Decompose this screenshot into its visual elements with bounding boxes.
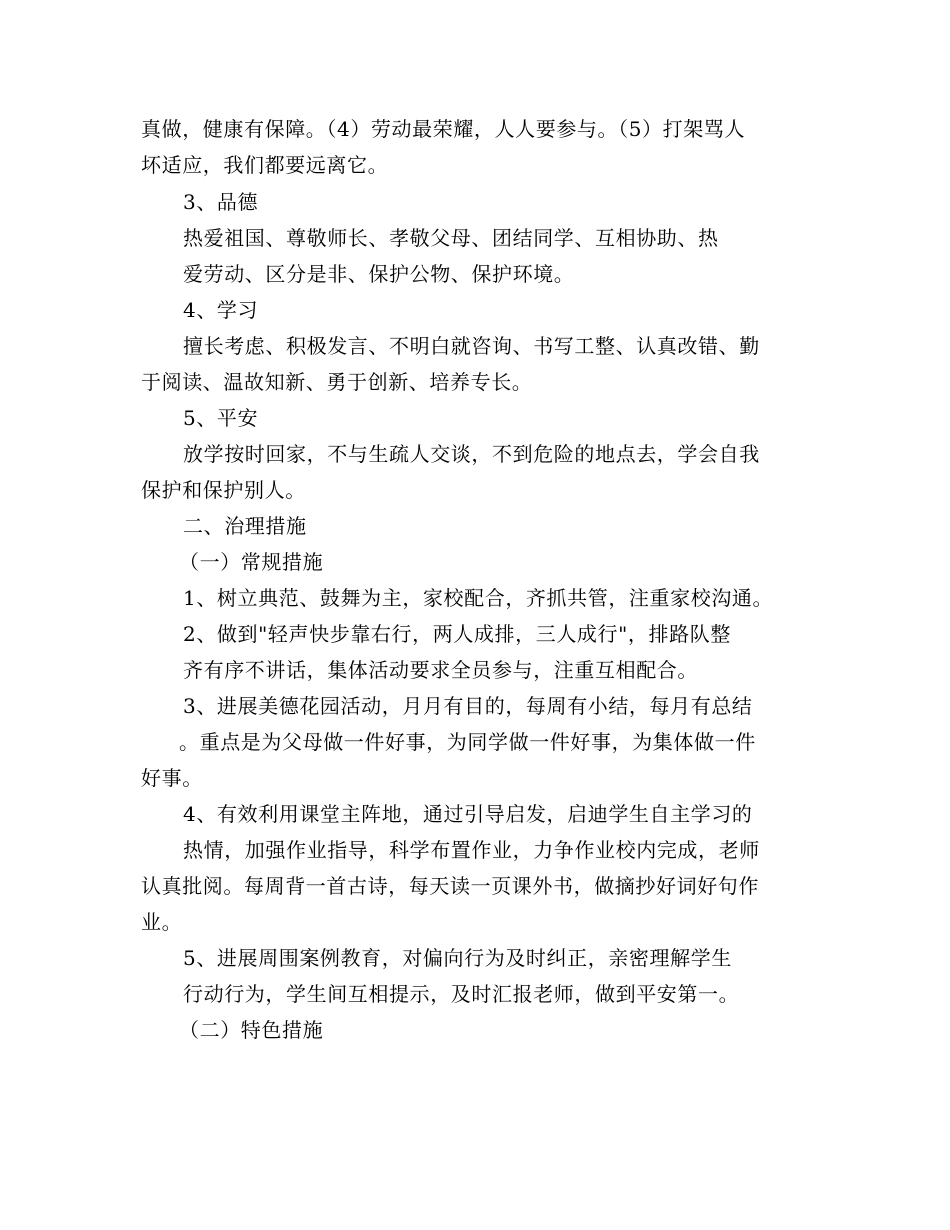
text-line: 4、有效利用课堂主阵地，通过引导启发，启迪学生自主学习的 xyxy=(183,802,753,826)
text-line: 真做，健康有保障。（4）劳动最荣耀，人人要参与。（5）打架骂人 xyxy=(141,117,746,141)
subsection-heading: （二）特色措施 xyxy=(179,1018,324,1042)
text-line: 5、进展周围案例教育，对偏向行为及时纠正，亲密理解学生 xyxy=(183,946,732,970)
text-line: 业。 xyxy=(141,910,183,934)
text-line: 3、进展美德花园活动，月月有目的，每周有小结，每月有总结 xyxy=(183,694,753,718)
section-heading: 3、品德 xyxy=(183,190,259,214)
text-line: 。重点是为父母做一件好事，为同学做一件好事，为集体做一件 xyxy=(179,730,756,754)
text-line: 于阅读、温故知新、勇于创新、培养专长。 xyxy=(141,370,533,394)
text-line: 热爱祖国、尊敬师长、孝敬父母、团结同学、互相协助、热 xyxy=(183,226,719,250)
section-heading: 5、平安 xyxy=(183,406,259,430)
text-line: 2、做到"轻声快步靠右行，两人成排，三人成行"，排路队整 xyxy=(183,622,731,646)
text-line: 放学按时回家，不与生疏人交谈，不到危险的地点去，学会自我 xyxy=(183,442,760,466)
text-line: 认真批阅。每周背一首古诗，每天读一页课外书，做摘抄好词好句作 xyxy=(141,874,759,898)
text-line: 1、树立典范、鼓舞为主，家校配合，齐抓共管，注重家校沟通。 xyxy=(183,586,774,610)
text-line: 热情，加强作业指导，科学布置作业，力争作业校内完成，老师 xyxy=(183,838,760,862)
subsection-heading: （一）常规措施 xyxy=(179,550,324,574)
section-heading: 4、学习 xyxy=(183,298,259,322)
text-line: 坏适应，我们都要远离它。 xyxy=(141,153,389,177)
text-line: 擅长考虑、积极发言、不明白就咨询、书写工整、认真改错、勤 xyxy=(183,334,760,358)
text-line: 好事。 xyxy=(141,766,203,790)
text-line: 行动行为，学生间互相提示，及时汇报老师，做到平安第一。 xyxy=(183,982,740,1006)
section-heading: 二、治理措施 xyxy=(183,514,307,538)
text-line: 齐有序不讲话，集体活动要求全员参与，注重互相配合。 xyxy=(183,658,698,682)
text-line: 保护和保护别人。 xyxy=(141,478,306,502)
text-line: 爱劳动、区分是非、保护公物、保护环境。 xyxy=(183,262,575,286)
